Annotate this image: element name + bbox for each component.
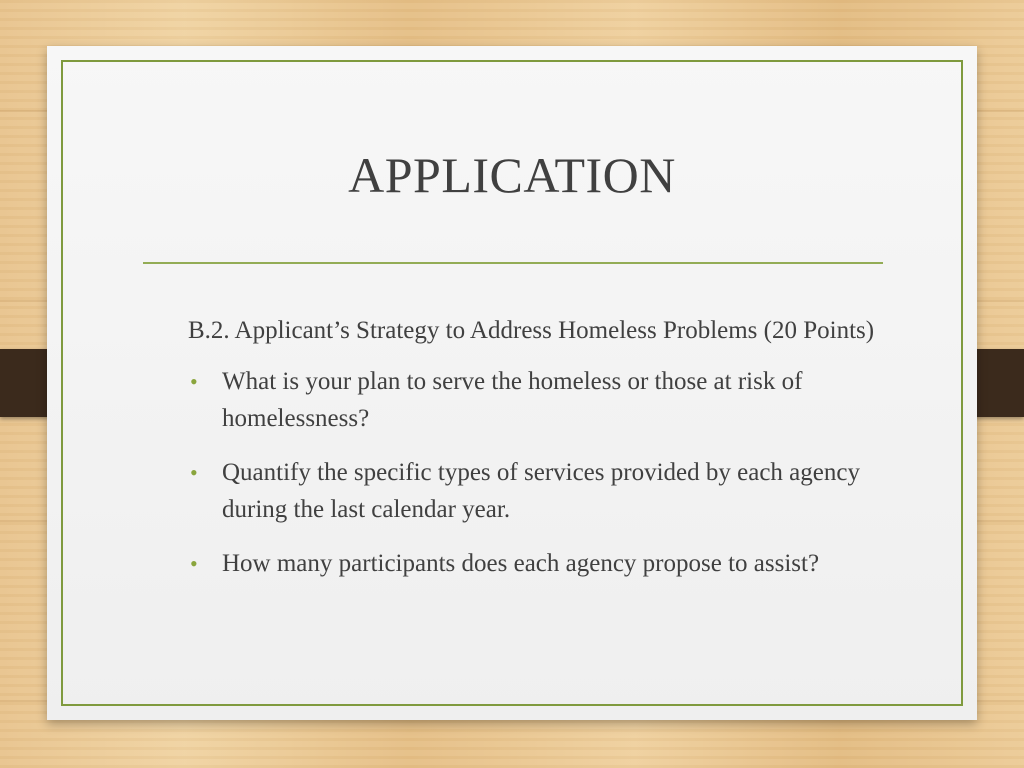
slide-body — [188, 312, 903, 599]
bullet-item — [188, 363, 903, 437]
bullet-icon: • — [190, 460, 198, 485]
bullet-item — [188, 545, 903, 582]
bullet-icon: • — [190, 551, 198, 576]
section-heading: B.2. Applicant’s Strategy to Address Homeless Problems (20 Points) — [188, 317, 875, 344]
bullet-text: Quantify the specific types of services provided by each agency during the last calendar year. — [222, 459, 860, 523]
bullet-list — [188, 363, 903, 582]
title-divider — [143, 262, 883, 264]
bullet-item — [188, 454, 903, 528]
bullet-icon: • — [190, 369, 198, 394]
bullet-text: What is your plan to serve the homeless or those at risk of homelessness? — [222, 368, 803, 432]
slide-title: APPLICATION — [348, 147, 676, 203]
bullet-text: How many participants does each agency propose to assist? — [222, 550, 820, 577]
